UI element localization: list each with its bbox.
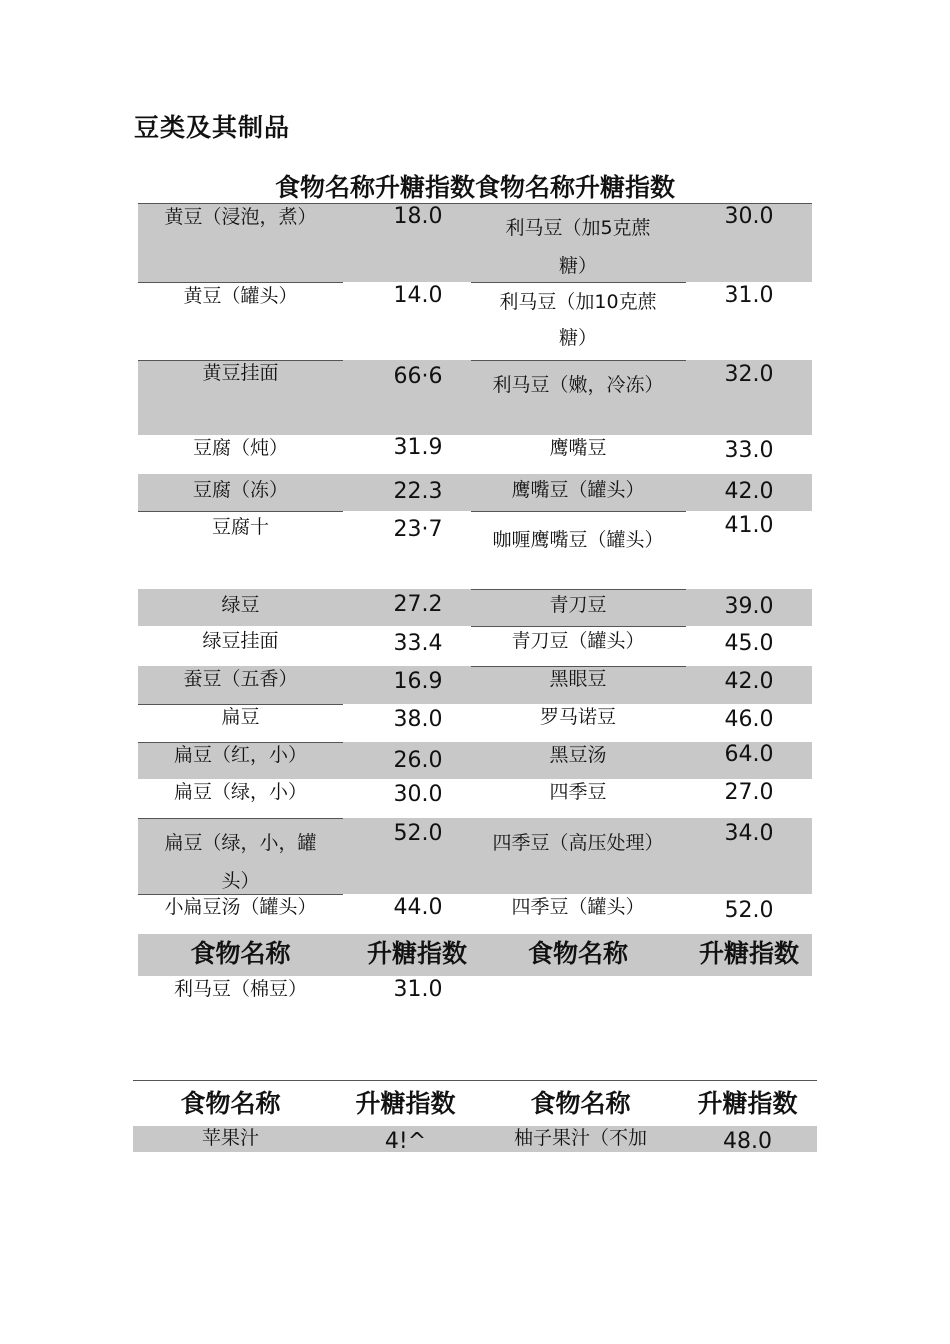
gi-value: 41.0 (724, 513, 774, 538)
food-name: 鹰嘴豆 (549, 437, 607, 459)
gi-value: 44.0 (393, 895, 443, 920)
food-name: 利马豆（嫩，冷冻） (492, 374, 664, 396)
food-name: 黑豆汤 (549, 744, 607, 766)
gi-value: 38.0 (393, 707, 443, 732)
food-name: 青刀豆（罐头） (511, 630, 645, 652)
food-name: 小扁豆汤（罐头） (164, 896, 317, 918)
gi-value: 39.0 (724, 594, 774, 619)
gi-value: 46.0 (724, 707, 774, 732)
food-name: 咖喱鹰嘴豆（罐头） (492, 529, 664, 551)
food-name: 蚕豆（五香） (183, 668, 298, 690)
gi-value: 23·7 (393, 517, 443, 542)
gi-value: 27.2 (393, 592, 443, 617)
gi-value: 42.0 (724, 479, 774, 504)
gi-value: 64.0 (724, 742, 774, 767)
table-caption: 食物名称升糖指数食物名称升糖指数 (274, 173, 675, 202)
gi-value: 26.0 (393, 748, 443, 773)
column-header: 升糖指数 (697, 1089, 798, 1118)
table-row (138, 360, 812, 435)
table-row (138, 779, 812, 818)
gi-value: 45.0 (724, 631, 774, 656)
gi-value: 52.0 (393, 821, 443, 846)
food-name: 青刀豆 (549, 594, 607, 616)
gi-value: 33.4 (393, 631, 443, 656)
gi-value: 27.0 (724, 780, 774, 805)
food-name: 黑眼豆 (549, 668, 607, 690)
gi-value: 66·6 (393, 364, 443, 389)
food-name: 扁豆（绿，小） (173, 781, 307, 803)
column-header: 食物名称 (180, 1089, 281, 1118)
table-row (138, 818, 812, 894)
food-name: 黄豆（罐头） (183, 285, 298, 307)
food-name: 鹰嘴豆（罐头） (511, 479, 645, 501)
food-name: 苹果汁 (201, 1127, 259, 1149)
table-row (138, 976, 812, 1016)
food-name: 扁豆（红，小） (173, 744, 307, 766)
food-name: 豆腐（炖） (192, 437, 288, 459)
column-header: 升糖指数 (366, 939, 467, 968)
table-row (138, 589, 812, 626)
column-header: 升糖指数 (698, 939, 799, 968)
gi-value: 30.0 (393, 782, 443, 807)
table-row (138, 203, 812, 282)
food-name: 黄豆挂面 (202, 362, 279, 384)
table-row (138, 474, 812, 511)
food-name: 利马豆（棉豆） (173, 978, 307, 1000)
table-row (138, 511, 812, 589)
gi-value: 14.0 (393, 283, 443, 308)
food-name: 柚子果汁（不加 (513, 1127, 647, 1149)
gi-value: 30.0 (724, 204, 774, 229)
food-name: 绿豆 (221, 594, 260, 616)
gi-value: 48.0 (723, 1129, 772, 1154)
gi-value: 52.0 (724, 898, 774, 923)
food-name: 四季豆 (549, 781, 607, 803)
gi-value: 16.9 (393, 669, 443, 694)
food-name: 黄豆（浸泡，煮） (164, 206, 317, 228)
food-name: 绿豆挂面 (202, 630, 279, 652)
gi-value: 22.3 (393, 479, 443, 504)
food-name: 四季豆（罐头） (511, 896, 645, 918)
food-name: 利马豆（加10克蔗 糖） (499, 291, 657, 349)
food-name: 罗马诺豆 (539, 706, 616, 728)
gi-value: 31.9 (393, 435, 443, 460)
column-header: 食物名称 (190, 939, 291, 968)
section-title: 豆类及其制品 (134, 113, 291, 142)
food-name: 豆腐（冻） (192, 479, 288, 501)
food-name: 利马豆（加5克蔗 糖） (505, 217, 651, 277)
gi-value: 31.0 (393, 977, 443, 1002)
food-name: 扁豆（绿，小，罐 头） (164, 832, 317, 892)
food-name: 豆腐十 (211, 516, 269, 538)
column-header: 食物名称 (530, 1089, 631, 1118)
table-row (138, 894, 812, 934)
gi-value: 33.0 (724, 438, 774, 463)
table-row (138, 282, 812, 360)
column-header: 升糖指数 (355, 1089, 456, 1118)
gi-value: 34.0 (724, 821, 774, 846)
gi-value: 42.0 (724, 669, 774, 694)
gi-value: 4!^ (384, 1129, 427, 1154)
column-header: 食物名称 (527, 939, 628, 968)
gi-value: 31.0 (724, 283, 774, 308)
gi-value: 18.0 (393, 204, 443, 229)
food-name: 扁豆 (221, 706, 260, 728)
table-row (138, 435, 812, 474)
food-name: 四季豆（高压处理） (492, 832, 664, 854)
gi-value: 32.0 (724, 362, 774, 387)
